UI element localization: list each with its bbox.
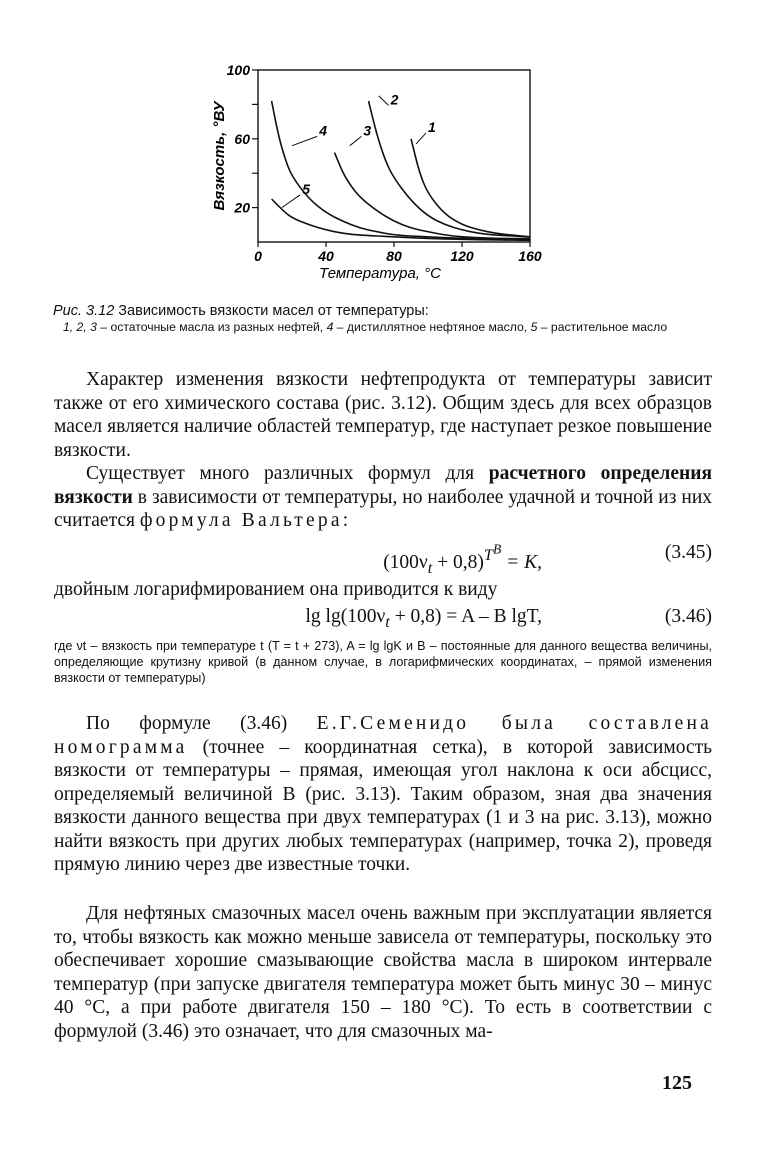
body-text-4 [54, 712, 712, 877]
equation-note: где νt – вязкость при температуре t (T = t + 273), A = lg lgK и B – постоянные для данного вещества величины, определяющие крутизну кривой (в данном случае, в логарифмических координатах, – прямой изменения вязкости от температуры) [54, 639, 712, 685]
equation-3-46-expression [306, 606, 542, 632]
x-tick-label: 80 [386, 248, 402, 264]
x-tick-label: 120 [450, 248, 474, 264]
curve-1 [411, 139, 530, 237]
para4-c: (точнее – координатная сетка), в которой зависимость вязкости от температуры – прямая, имеющая угол наклона к оси абсцисс, определяемый величиной B (рис. 3.13). Таким образом, зная два значения вязкости данного вещества при двух температурах (1 и 3 на рис. 3.13), можно найти вязкость при других любых температурах (например, точка 2), проведя прямую линию через две известные точки. [54, 736, 712, 875]
eq1-tail: = K, [501, 551, 542, 573]
curve-label-2: 2 [390, 91, 399, 108]
eq2-sub: t [385, 612, 390, 631]
paragraph-4 [54, 712, 712, 877]
figure-3-12 [210, 60, 550, 300]
para2-e: : [342, 510, 349, 531]
caption-note [53, 319, 713, 335]
caption-note-part1: – остаточные масла из разных нефтей, [96, 320, 327, 334]
eq1-part-b: + 0,8) [432, 551, 484, 573]
para2-bold-term: расчетного определения вязкости [54, 463, 712, 508]
y-tick-label: 20 [234, 199, 250, 216]
caption-title: Зависимость вязкости масел от температуры: [118, 303, 429, 319]
curve-label-5: 5 [302, 180, 310, 197]
curve-leader-4 [292, 136, 317, 145]
body-text-5 [54, 902, 712, 1043]
x-axis-label: Температура, °С [319, 265, 441, 282]
eq1-part-a: (100ν [383, 551, 428, 573]
equation-3-45-number: (3.45) [664, 542, 712, 563]
curve-label-3: 3 [363, 122, 372, 139]
curve-leader-2 [379, 96, 389, 106]
equation-3-45-expression [383, 542, 542, 578]
page-number: 125 [662, 1072, 692, 1094]
curve-leader-5 [282, 195, 300, 208]
paragraph-1: Характер изменения вязкости нефтепродукта от температуры зависит также от его химического состава (рис. 3.12). Общим здесь для всех образцов масел является наличие областей температур, где наступает резкое повышение вязкости. [54, 369, 712, 461]
eq1-sup-t: T [483, 546, 493, 565]
caption-note-part3: – растительное масло [537, 320, 668, 334]
paragraph-2 [54, 462, 712, 533]
eq1-sub: t [427, 558, 433, 577]
paragraph-3: двойным логарифмированием она приводится к виду [54, 579, 498, 600]
eq1-sup [483, 542, 502, 565]
paragraph-5: Для нефтяных смазочных масел очень важным при эксплуатации является то, чтобы вязкость как можно меньше зависела от температуры, поскольку это обеспечивает хорошие смазывающие свойства масла в широком интервале температур (при запуске двигателя температура может быть минус 30 – минус 40 °С, а при работе двигателя 150 – 180 °С). То есть в соответствии с формулой (3.46) это означает, что для смазочных ма- [54, 903, 712, 1042]
curve-leader-1 [416, 133, 426, 144]
y-axis-label: Вязкость, °ВУ [211, 101, 228, 211]
equation-3-45 [54, 542, 712, 577]
body-text-1 [54, 368, 712, 462]
equation-3-46-number: (3.46) [664, 606, 712, 627]
para4-spaced-term: Е.Г.Семенидо была составлена номограмма [54, 713, 712, 758]
viscosity-chart [210, 60, 550, 300]
x-tick-label: 160 [518, 248, 542, 264]
equation-3-46 [54, 606, 712, 636]
para4-a: По формуле (3.46) [86, 713, 317, 734]
y-tick-label: 60 [234, 130, 250, 147]
caption-note-label-5: 5 [530, 320, 538, 334]
eq2-part-a: lg lg(100ν [305, 606, 386, 627]
para2-a: Существует много различных формул для [86, 463, 489, 484]
para2-spaced-term: формула Вальтера [139, 510, 343, 531]
curve-leader-3 [350, 136, 362, 145]
curve-label-1: 1 [428, 118, 436, 135]
eq2-part-b: + 0,8) = A – B lgT, [389, 606, 542, 627]
curve-label-4: 4 [319, 122, 327, 139]
caption-note-part2: – дистиллятное нефтяное масло, [333, 320, 531, 334]
eq1-sup-b: B [492, 542, 502, 557]
curve-4 [272, 101, 530, 239]
caption-note-label-123: 1, 2, 3 [63, 320, 97, 334]
caption-note-label-4: 4 [326, 320, 334, 334]
x-tick-label: 0 [254, 248, 262, 264]
y-tick-label: 100 [226, 62, 250, 78]
figure-caption [53, 303, 713, 335]
para2-c: в зависимости от температуры, но наиболее удачной и точной из них считается [54, 486, 712, 531]
body-text-2 [54, 462, 712, 533]
body-text-3 [54, 578, 712, 602]
curve-3 [335, 153, 531, 239]
caption-label: Рис. 3.12 [53, 303, 115, 319]
x-tick-label: 40 [318, 248, 334, 264]
